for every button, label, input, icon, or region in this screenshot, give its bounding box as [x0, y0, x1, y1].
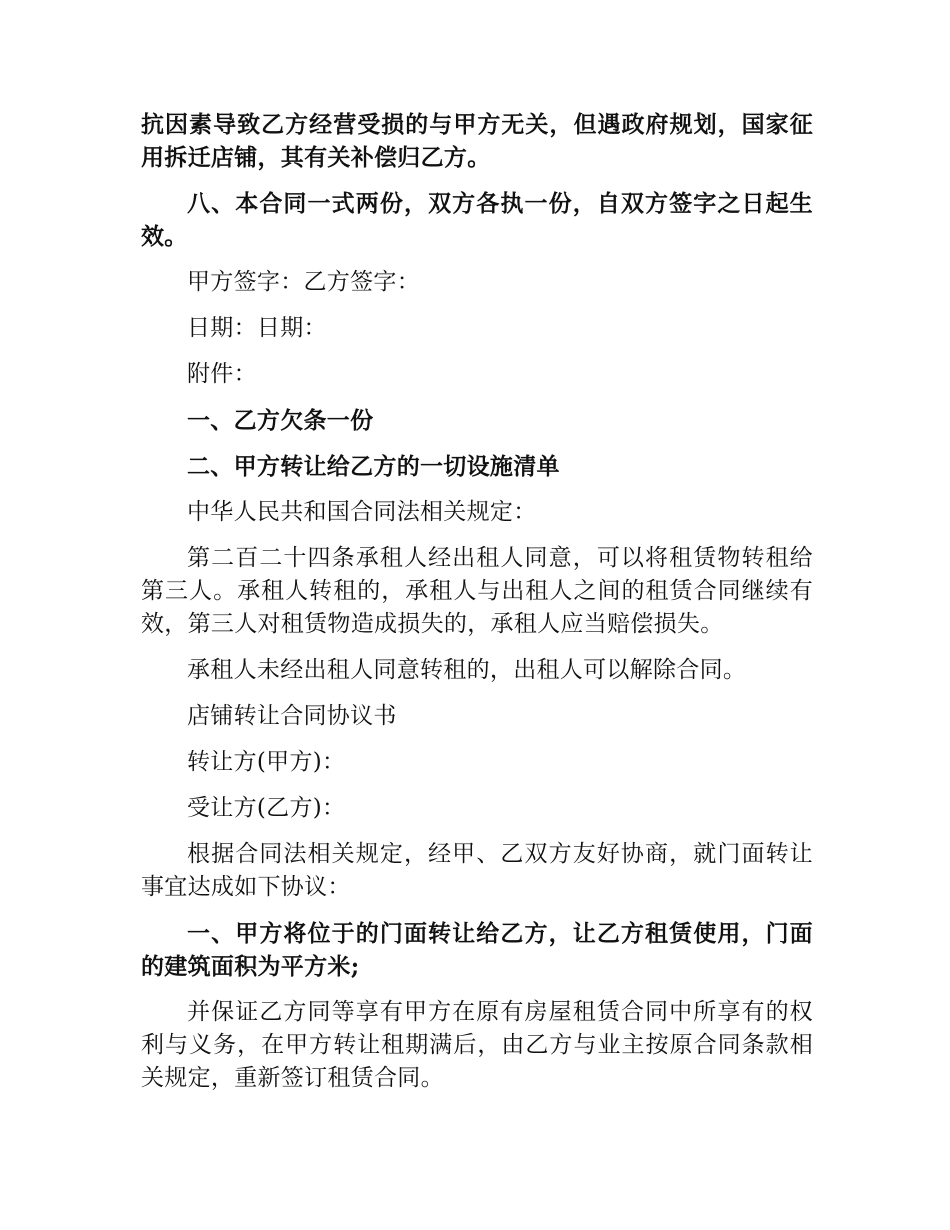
party-a-line: 转让方(甲方)： — [187, 749, 346, 775]
law-article-224: 第二百二十四条承租人经出租人同意，可以将租赁物转租给第三人。承租人转租的，承租人与出租人之间的租赁合同继续有效，第三人对租赁物造成损失的，承租人应当赔偿损失。 — [141, 545, 813, 637]
attachment-item-facilities-list: 二、甲方转让给乙方的一切设施清单 — [187, 453, 560, 480]
law-reference-heading: 中华人民共和国合同法相关规定： — [187, 499, 537, 525]
contract-title: 店铺转让合同协议书 — [187, 703, 397, 729]
attachment-item-iou: 一、乙方欠条一份 — [187, 407, 374, 434]
document-page — [141, 108, 813, 1108]
contract-preamble: 根据合同法相关规定，经甲、乙双方友好协商，就门面转让事宜达成如下协议： — [141, 841, 813, 900]
party-b-line: 受让方(乙方)： — [187, 795, 346, 821]
paragraph-compensation-clause: 抗因素导致乙方经营受损的与甲方无关，但遇政府规划，国家征用拆迁店铺，其有关补偿归乙方。 — [141, 111, 813, 171]
clause-one-transfer: 一、甲方将位于的门面转让给乙方，让乙方租赁使用，门面的建筑面积为平方米; — [141, 920, 813, 980]
law-unauthorized-sublease: 承租人未经出租人同意转租的，出租人可以解除合同。 — [187, 657, 747, 683]
attachment-heading: 附件： — [187, 361, 257, 387]
paragraph-clause-eight: 八、本合同一式两份，双方各执一份，自双方签字之日起生效。 — [141, 190, 813, 250]
signature-line: 甲方签字：乙方签字： — [187, 269, 420, 295]
date-line: 日期：日期： — [187, 315, 327, 341]
clause-one-guarantee: 并保证乙方同等享有甲方在原有房屋租赁合同中所享有的权利与义务，在甲方转让租期满后，由乙方与业主按原合同条款相关规定，重新签订租赁合同。 — [141, 999, 813, 1091]
